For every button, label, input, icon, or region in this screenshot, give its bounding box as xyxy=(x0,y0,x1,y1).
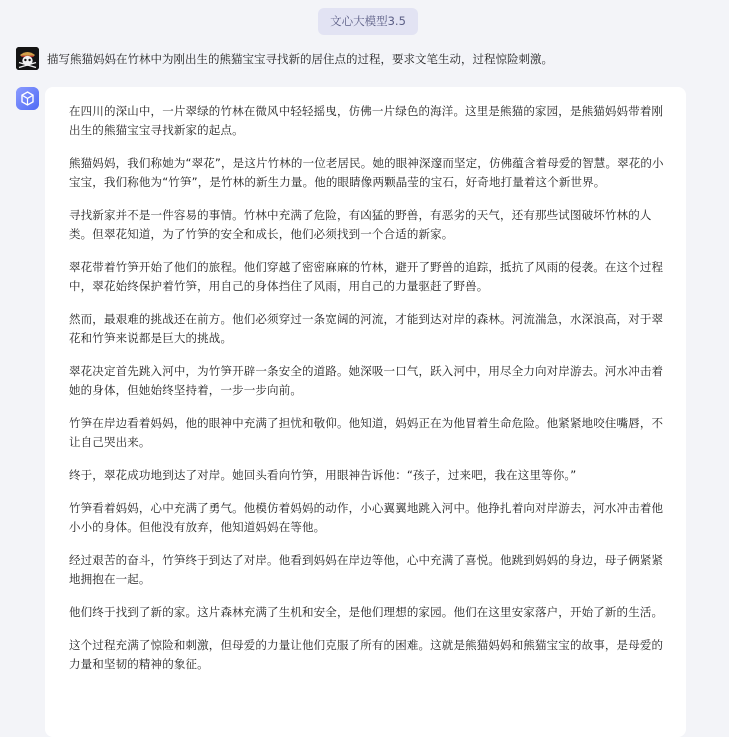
response-paragraph: 经过艰苦的奋斗，竹笋终于到达了对岸。他看到妈妈在岸边等他，心中充满了喜悦。他跳到妈妈的身边，母子俩紧紧地拥抱在一起。 xyxy=(69,553,664,586)
response-paragraph: 终于，翠花成功地到达了对岸。她回头看向竹笋，用眼神告诉他：“孩子，过来吧，我在这里等你。” xyxy=(69,468,577,482)
pirate-skull-avatar-icon xyxy=(16,47,39,70)
response-card xyxy=(45,87,686,737)
model-tag: 文心大模型3.5 xyxy=(318,8,418,35)
ernie-bot-cube-icon xyxy=(16,87,39,110)
response-paragraph: 翠花决定首先跳入河中，为竹笋开辟一条安全的道路。她深吸一口气，跃入河中，用尽全力向对岸游去。河水冲击着她的身体，但她始终坚持着，一步一步向前。 xyxy=(69,364,664,397)
response-paragraph: 竹笋在岸边看着妈妈，他的眼神中充满了担忧和敬仰。他知道，妈妈正在为他冒着生命危险。他紧紧地咬住嘴唇，不让自己哭出来。 xyxy=(69,416,664,449)
response-paragraph: 在四川的深山中，一片翠绿的竹林在微风中轻轻摇曳，仿佛一片绿色的海洋。这里是熊猫的家园，是熊猫妈妈带着刚出生的熊猫宝宝寻找新家的起点。 xyxy=(69,104,664,137)
user-prompt-text: 描写熊猫妈妈在竹林中为刚出生的熊猫宝宝寻找新的居住点的过程，要求文笔生动，过程惊险刺激。 xyxy=(47,52,553,66)
response-paragraph: 他们终于找到了新的家。这片森林充满了生机和安全，是他们理想的家园。他们在这里安家落户，开始了新的生活。 xyxy=(69,605,664,619)
user-message xyxy=(16,47,719,71)
response-paragraph: 然而，最艰难的挑战还在前方。他们必须穿过一条宽阔的河流，才能到达对岸的森林。河流湍急，水深浪高，对于翠花和竹笋来说都是巨大的挑战。 xyxy=(69,312,664,345)
response-paragraph: 这个过程充满了惊险和刺激，但母爱的力量让他们克服了所有的困难。这就是熊猫妈妈和熊猫宝宝的故事，是母爱的力量和坚韧的精神的象征。 xyxy=(69,638,664,671)
response-paragraph: 寻找新家并不是一件容易的事情。竹林中充满了危险，有凶猛的野兽，有恶劣的天气，还有那些试图破坏竹林的人类。但翠花知道，为了竹笋的安全和成长，他们必须找到一个合适的新家。 xyxy=(69,208,652,241)
response-text xyxy=(69,102,667,688)
response-paragraph: 竹笋看着妈妈，心中充满了勇气。他模仿着妈妈的动作，小心翼翼地跳入河中。他挣扎着向对岸游去，河水冲击着他小小的身体。但他没有放弃，他知道妈妈在等他。 xyxy=(69,501,664,534)
response-paragraph: 熊猫妈妈，我们称她为“翠花”，是这片竹林的一位老居民。她的眼神深邃而坚定，仿佛蕴含着母爱的智慧。翠花的小宝宝，我们称他为“竹笋”，是竹林的新生力量。他的眼睛像两颗晶莹的宝石，好奇地打量着这个新世界。 xyxy=(69,156,664,189)
response-paragraph: 翠花带着竹笋开始了他们的旅程。他们穿越了密密麻麻的竹林，避开了野兽的追踪，抵抗了风雨的侵袭。在这个过程中，翠花始终保护着竹笋，用自己的身体挡住了风雨，用自己的力量驱赶了野兽。 xyxy=(69,260,664,293)
